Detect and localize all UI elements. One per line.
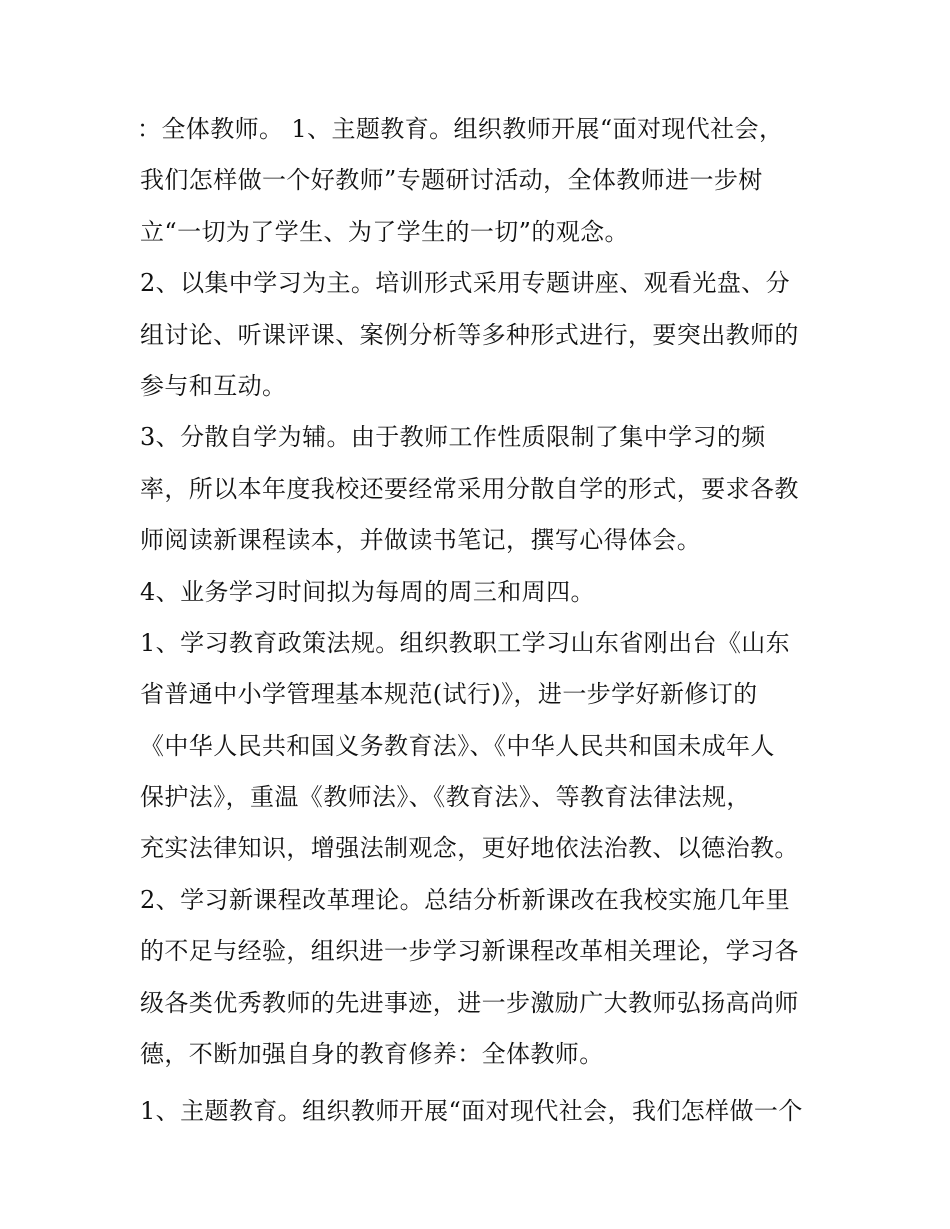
text-line: 2、学习新课程改革理论。总结分析新课改在我校实施几年里 (140, 885, 791, 914)
text-line: 《中华人民共和国义务教育法》、《中华人民共和国未成年人 (140, 731, 775, 760)
text-line: 级各类优秀教师的先进事迹，进一步激励广大教师弘扬高尚师 (140, 988, 799, 1017)
text-line: 2、以集中学习为主。培训形式采用专题讲座、观看光盘、分 (140, 269, 791, 298)
text-line: 立“一切为了学生、为了学生的一切”的观念。 (140, 217, 629, 246)
text-line: 组讨论、听课评课、案例分析等多种形式进行，要突出教师的 (140, 320, 799, 349)
text-line: ：全体教师。 1、主题教育。组织教师开展“面对现代社会， (137, 115, 784, 143)
text-line: 的不足与经验，组织进一步学习新课程改革相关理论，学习各 (140, 937, 799, 966)
text-line: 我们怎样做一个好教师”专题研讨活动，全体教师进一步树 (140, 166, 763, 195)
text-line: 3、分散自学为辅。由于教师工作性质限制了集中学习的频 (140, 423, 766, 452)
text-line: 率，所以本年度我校还要经常采用分散自学的形式，要求各教 (140, 474, 799, 503)
text-line: 1、主题教育。组织教师开展“面对现代社会，我们怎样做一个 (140, 1097, 803, 1126)
text-line: 德，不断加强自身的教育修养：全体教师。 (140, 1040, 604, 1069)
text-line: 省普通中小学管理基本规范(试行)》，进一步学好新修订的 (140, 680, 758, 709)
text-line: 参与和互动。 (140, 371, 287, 400)
document-body (137, 104, 830, 1138)
text-line: 保护法》，重温《教师法》、《教育法》、等教育法律法规， (140, 783, 751, 812)
text-line: 4、业务学习时间拟为每周的周三和周四。 (140, 577, 595, 606)
text-line: 师阅读新课程读本，并做读书笔记，撰写心得体会。 (140, 526, 702, 555)
text-line: 1、学习教育政策法规。组织教职工学习山东省刚出台《山东 (140, 628, 791, 657)
text-line: 充实法律知识，增强法制观念，更好地依法治教、以德治教。 (140, 834, 799, 863)
